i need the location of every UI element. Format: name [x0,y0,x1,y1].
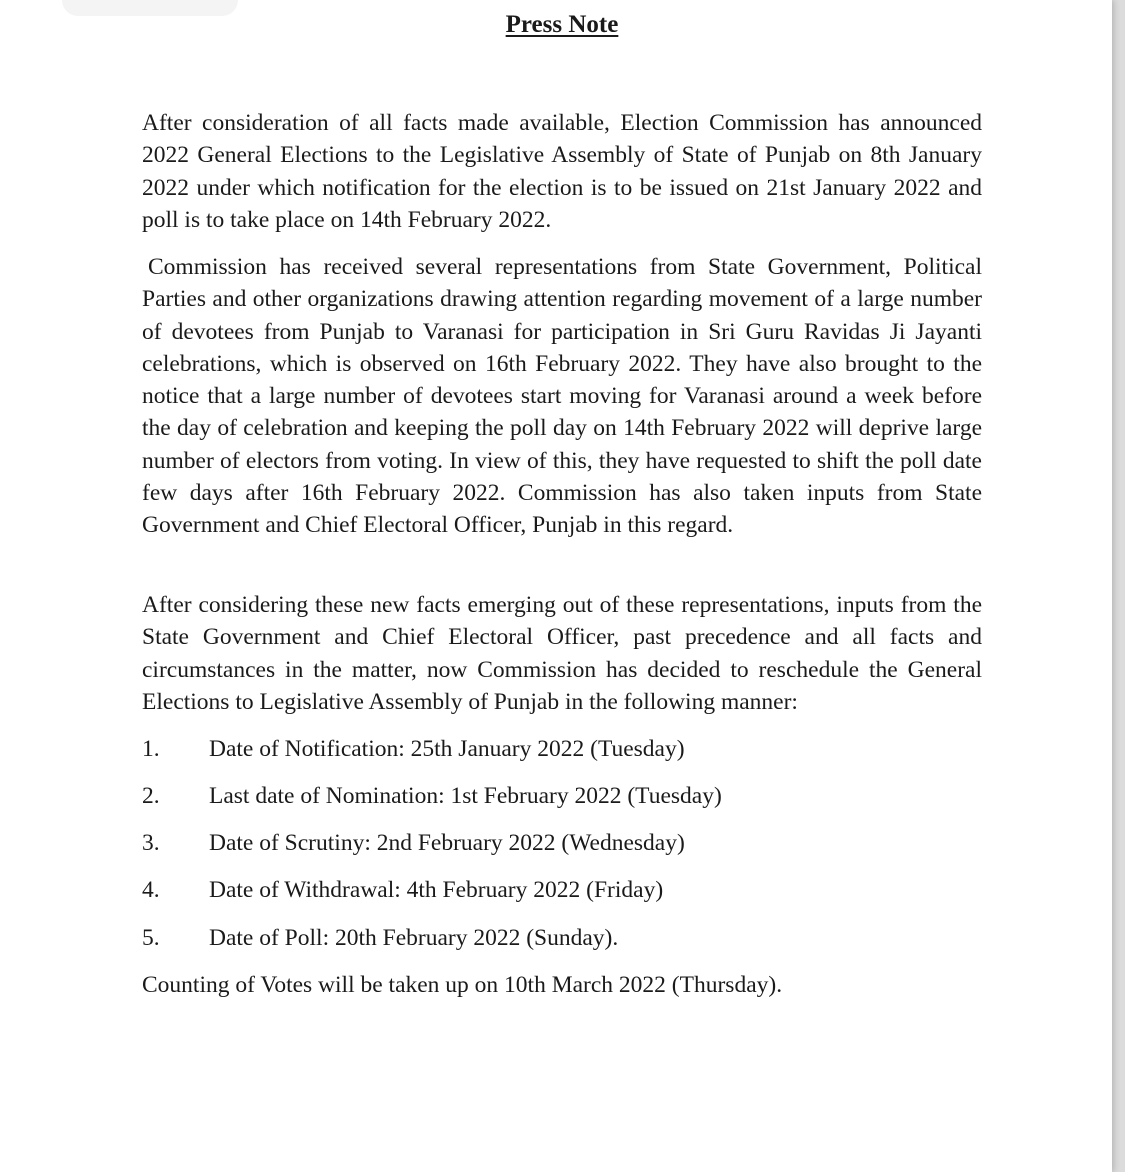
list-text: Date of Withdrawal: 4th February 2022 (Friday) [209,877,664,903]
paragraph-representations: Commission has received several representations from State Government, Political Parties and other organizations drawing attention regarding movement of a large number of devotees from Punjab to Varanasi for participation in Sri Guru Ravidas Ji Jayanti celebrations, which is observed on 16th February 2022. They have also brought to the notice that a large number of devotees start moving for Varanasi around a week before the day of celebration and keeping the poll day on 14th February 2022 will deprive large number of electors from voting. In view of this, they have requested to shift the poll date few days after 16th February 2022. Commission has also taken inputs from State Government and Chief Electoral Officer, Punjab in this regard. [142,254,982,539]
schedule-item-poll [142,922,982,954]
list-text: Date of Scrutiny: 2nd February 2022 (Wednesday) [209,830,685,856]
document-title: Press Note [505,11,619,38]
paragraph-announcement: After consideration of all facts made available, Election Commission has announced 2022 General Elections to the Legislative Assembly of State of Punjab on 8th January 2022 under which notification for the election is to be issued on 21st January 2022 and poll is to take place on 14th February 2022. [142,110,982,233]
list-text: Last date of Nomination: 1st February 2022 (Tuesday) [209,783,722,809]
list-text: Date of Notification: 25th January 2022 (Tuesday) [209,736,685,762]
counting-statement: Counting of Votes will be taken up on 10th March 2022 (Thursday). [142,972,783,998]
list-number: 5. [142,925,160,951]
list-number: 4. [142,877,160,903]
paragraph-decision: After considering these new facts emerging out of these representations, inputs from the State Government and Chief Electoral Officer, past precedence and all facts and circumstances in the matter, now Commission has decided to reschedule the General Elections to Legislative Assembly of Punjab in the following manner: [142,592,982,715]
list-text: Date of Poll: 20th February 2022 (Sunday). [209,925,619,951]
schedule-item-scrutiny [142,827,982,859]
schedule-item-withdrawal [142,874,982,906]
list-number: 2. [142,783,160,809]
list-number: 3. [142,830,160,856]
list-number: 1. [142,736,160,762]
schedule-item-notification [142,733,982,765]
schedule-item-nomination [142,780,982,812]
